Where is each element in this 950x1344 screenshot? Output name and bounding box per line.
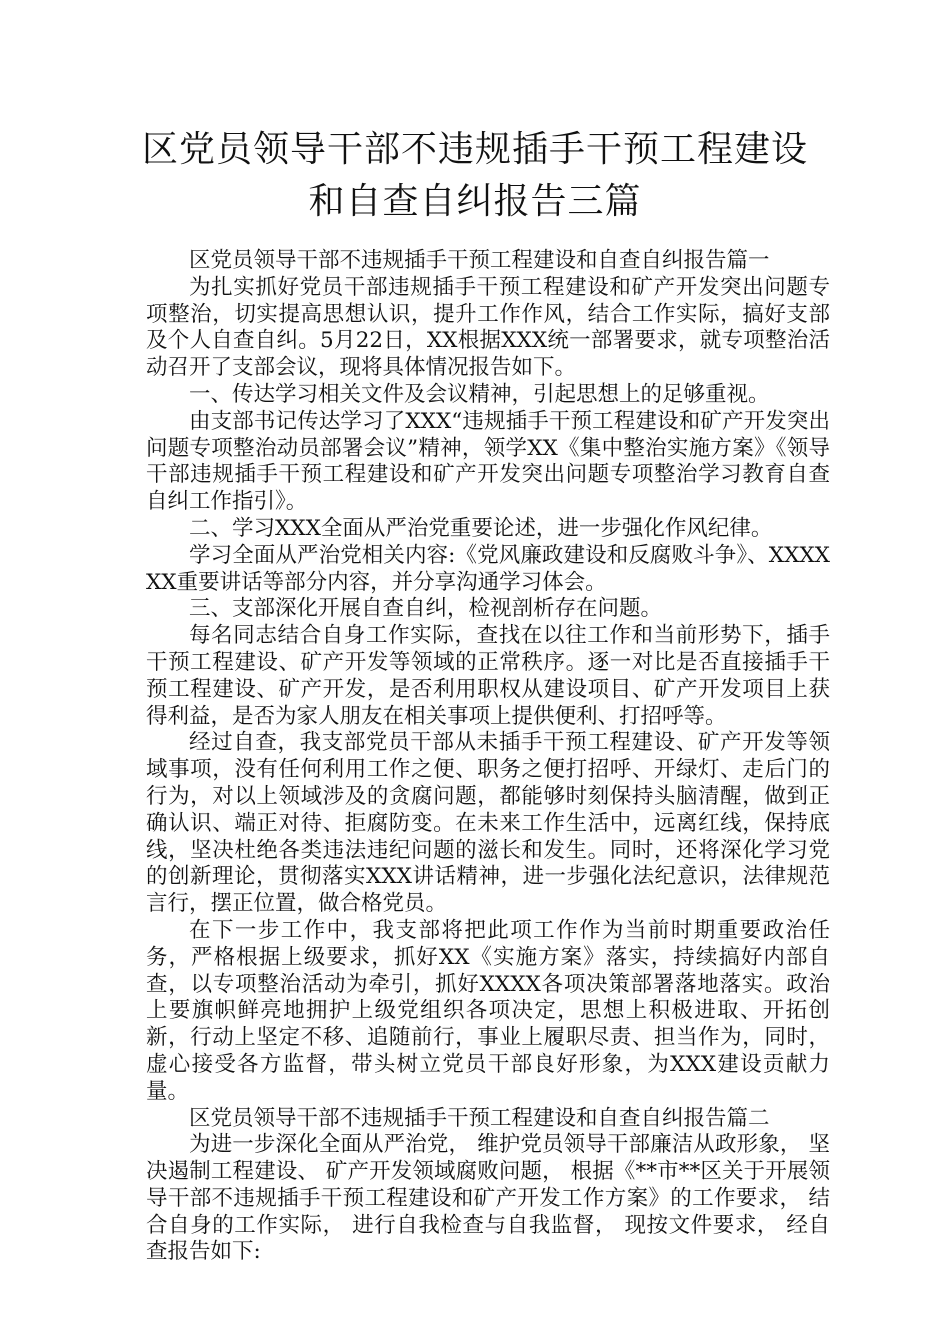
- document-body: [146, 248, 830, 1266]
- document-title-line-2: 和自查自纠报告三篇: [308, 181, 642, 222]
- paragraph: 学习全面从严治党相关内容:《党风廉政建设和反腐败斗争》、XXXXXX重要讲话等部分内容，并分享沟通学习体会。: [146, 542, 830, 595]
- document-title-line-1: 区党员领导干部不违规插手干预工程建设: [141, 129, 808, 170]
- paragraph: 由支部书记传达学习了XXX“违规插手干预工程建设和矿产开发突出问题专项整治动员部署会议”精神，领学XX《集中整治实施方案》《领导干部违规插手干预工程建设和矿产开发突出问题专项整治学习教育自查自纠工作指引》。: [146, 408, 830, 515]
- section-heading: 二、学习XXX全面从严治党重要论述，进一步强化作风纪律。: [189, 515, 773, 541]
- paragraph: 每名同志结合自身工作实际，查找在以往工作和当前形势下，插手干预工程建设、矿产开发等领域的正常秩序。逐一对比是否直接插手干预工程建设、矿产开发，是否利用职权从建设项目、矿产开发项目上获得利益，是否为家人朋友在相关事项上提供便利、打招呼等。: [146, 623, 830, 729]
- section-heading-part-2: 区党员领导干部不违规插手干预工程建设和自查自纠报告篇二: [189, 1105, 770, 1131]
- section-heading: 三、支部深化开展自查自纠，检视剖析存在问题。: [189, 596, 663, 622]
- section-heading-part-1: 区党员领导干部不违规插手干预工程建设和自查自纠报告篇一: [189, 248, 770, 273]
- paragraph: 为进一步深化全面从严治党， 维护党员领导干部廉洁从政形象， 坚决遏制工程建设、 矿产开发领域腐败问题， 根据《**市**区关于开展领导干部不违规插手干预工程建设和矿产开发工作方案》的工作要求， 结合自身的工作实际， 进行自我检查与自我监督， 现按文件要求， 经自查报告如下:: [146, 1132, 830, 1265]
- paragraph: 在下一步工作中，我支部将把此项工作作为当前时期重要政治任务，严格根据上级要求，抓好XX《实施方案》落实，持续搞好内部自查，以专项整治活动为牵引，抓好XXXX各项决策部署落地落实。政治上要旗帜鲜亮地拥护上级党组织各项决定，思想上积极进取、开拓创新，行动上坚定不移、追随前行，事业上履职尽责、担当作为，同时，虚心接受各方监督，带头树立党员干部良好形象，为XXX建设贡献力量。: [146, 917, 830, 1104]
- paragraph: 为扎实抓好党员干部违规插手干预工程建设和矿产开发突出问题专项整治，切实提高思想认识，提升工作作风，结合工作实际，搞好支部及个人自查自纠。5月22日，XX根据XXX统一部署要求，就专项整治活动召开了支部会议，现将具体情况报告如下。: [146, 274, 830, 381]
- section-heading: 一、传达学习相关文件及会议精神，引起思想上的足够重视。: [189, 381, 770, 407]
- paragraph: 经过自查，我支部党员干部从未插手干预工程建设、矿产开发等领域事项，没有任何利用工作之便、职务之便打招呼、开绿灯、走后门的行为，对以上领域涉及的贪腐问题，都能够时刻保持头脑清醒，做到正确认识、端正对待、拒腐防变。在未来工作生活中，远离红线，保持底线，坚决杜绝各类违法违纪问题的滋长和发生。同时，还将深化学习党的创新理论，贯彻落实XXX讲话精神，进一步强化法纪意识，法律规范言行，摆正位置，做合格党员。: [146, 730, 830, 917]
